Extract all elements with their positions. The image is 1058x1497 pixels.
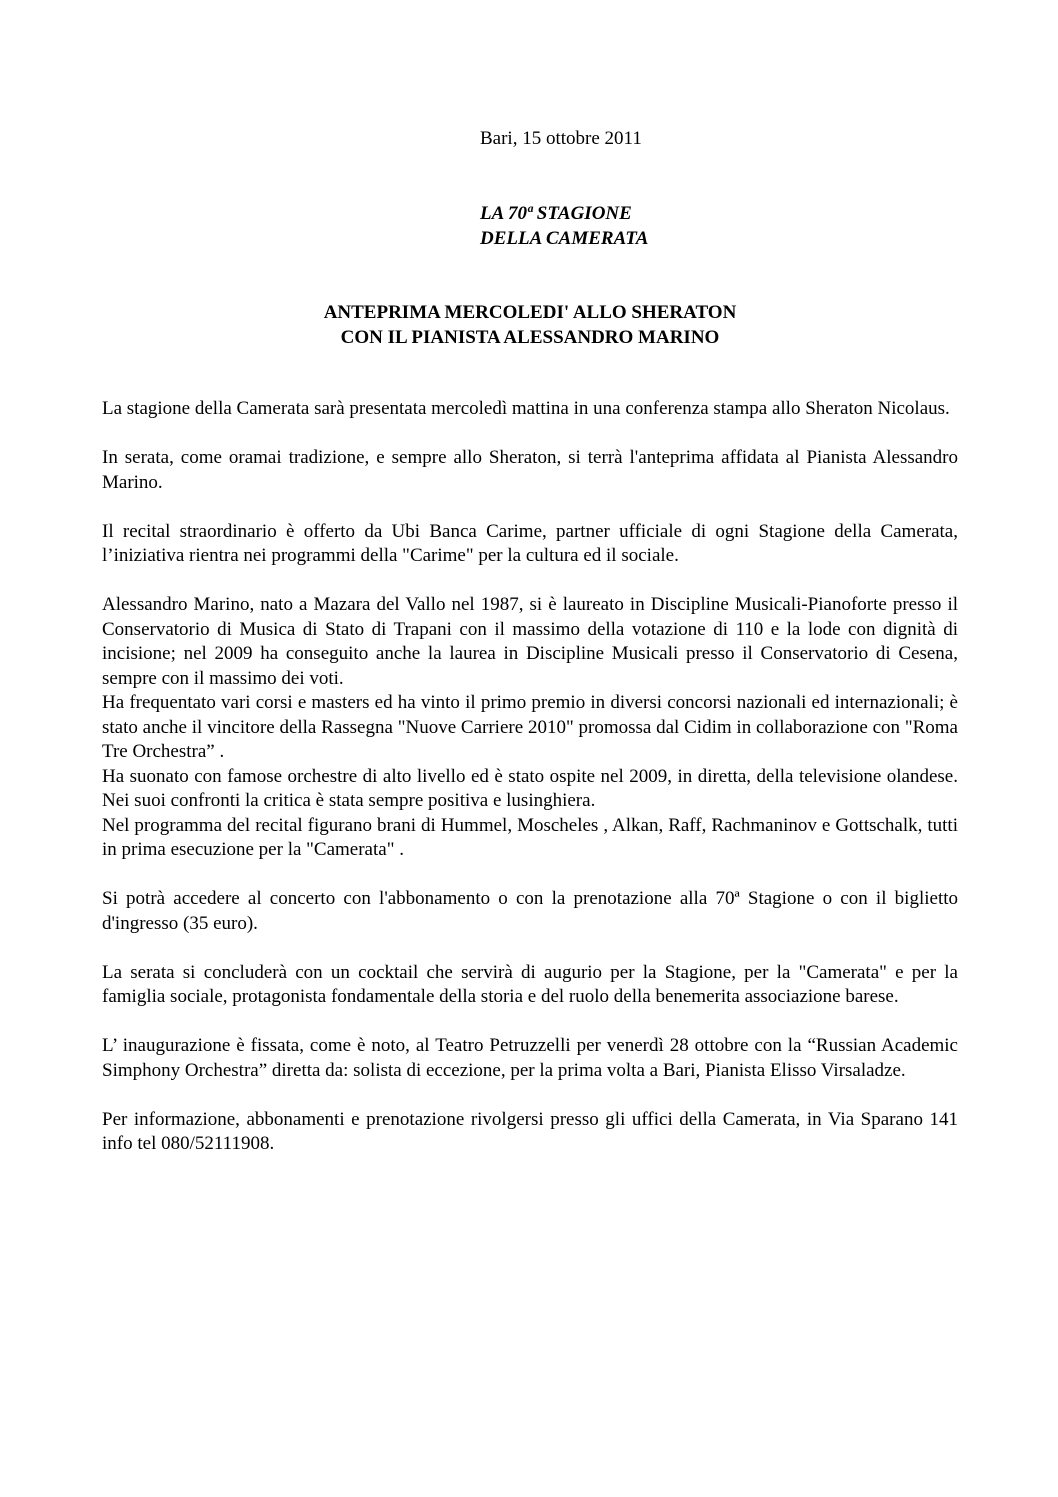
headline-line-2: CON IL PIANISTA ALESSANDRO MARINO (340, 327, 720, 348)
document-date: Bari, 15 ottobre 2011 (480, 128, 642, 149)
paragraph-awards: Ha frequentato vari corsi e masters ed ha vinto il primo premio in diversi concorsi nazionali ed internazionali; è stato anche il vincitore della Rassegna "Nuove Carriere 2010" promossa dal Cidim in collaborazione con "Roma Tre Orchestra” . (102, 692, 958, 762)
paragraph-tickets: Si potrà accedere al concerto con l'abbonamento o con la prenotazione alla 70ª Stagione o con il biglietto d'ingresso (35 euro). (102, 888, 958, 934)
body-text (102, 397, 958, 1181)
headline (102, 300, 958, 350)
paragraph-presentation: La stagione della Camerata sarà presentata mercoledì mattina in una conferenza stampa allo Sheraton Nicolaus. (102, 398, 950, 419)
paragraph-biography: Alessandro Marino, nato a Mazara del Vallo nel 1987, si è laureato in Discipline Musicali-Pianoforte presso il Conservatorio di Musica di Stato di Trapani con il massimo della votazione di 110 e la lode con dignità di incisione; nel 2009 ha conseguito anche la laurea in Discipline Musicali presso il Conservatorio di Cesena, sempre con il massimo dei voti. (102, 594, 958, 689)
season-title-line-1: LA 70ª STAGIONE (480, 203, 632, 224)
paragraph-contacts: Per informazione, abbonamenti e prenotazione rivolgersi presso gli uffici della Camerata, in Via Sparano 141 info tel 080/52111908. (102, 1108, 958, 1154)
paragraph-evening-preview: In serata, come oramai tradizione, e sempre allo Sheraton, si terrà l'anteprima affidata al Pianista Alessandro Marino. (102, 447, 958, 493)
paragraph-orchestras: Ha suonato con famose orchestre di alto livello ed è stato ospite nel 2009, in diretta, della televisione olandese. Nei suoi confronti la critica è stata sempre positiva e lusinghiera. (102, 765, 958, 811)
paragraph-program: Nel programma del recital figurano brani di Hummel, Moscheles , Alkan, Raff, Rachmaninov e Gottschalk, tutti in prima esecuzione per la "Camerata" . (102, 814, 958, 860)
paragraph-inauguration: L’ inaugurazione è fissata, come è noto, al Teatro Petruzzelli per venerdì 28 ottobre con la “Russian Academic Simphony Orchestra” diretta da: solista di eccezione, per la prima volta a Bari, Pianista Elisso Virsaladze. (102, 1035, 958, 1081)
headline-line-1: ANTEPRIMA MERCOLEDI' ALLO SHERATON (323, 302, 737, 323)
paragraph-cocktail: La serata si concluderà con un cocktail che servirà di augurio per la Stagione, per la "Camerata" e per la famiglia sociale, protagonista fondamentale della storia e del ruolo della benemerita associazione barese. (102, 961, 958, 1007)
season-title (480, 201, 648, 251)
season-title-line-2: DELLA CAMERATA (480, 228, 649, 249)
paragraph-sponsor: Il recital straordinario è offerto da Ubi Banca Carime, partner ufficiale di ogni Stagione della Camerata, l’iniziativa rientra nei programmi della "Carime" per la cultura ed il sociale. (102, 520, 958, 566)
